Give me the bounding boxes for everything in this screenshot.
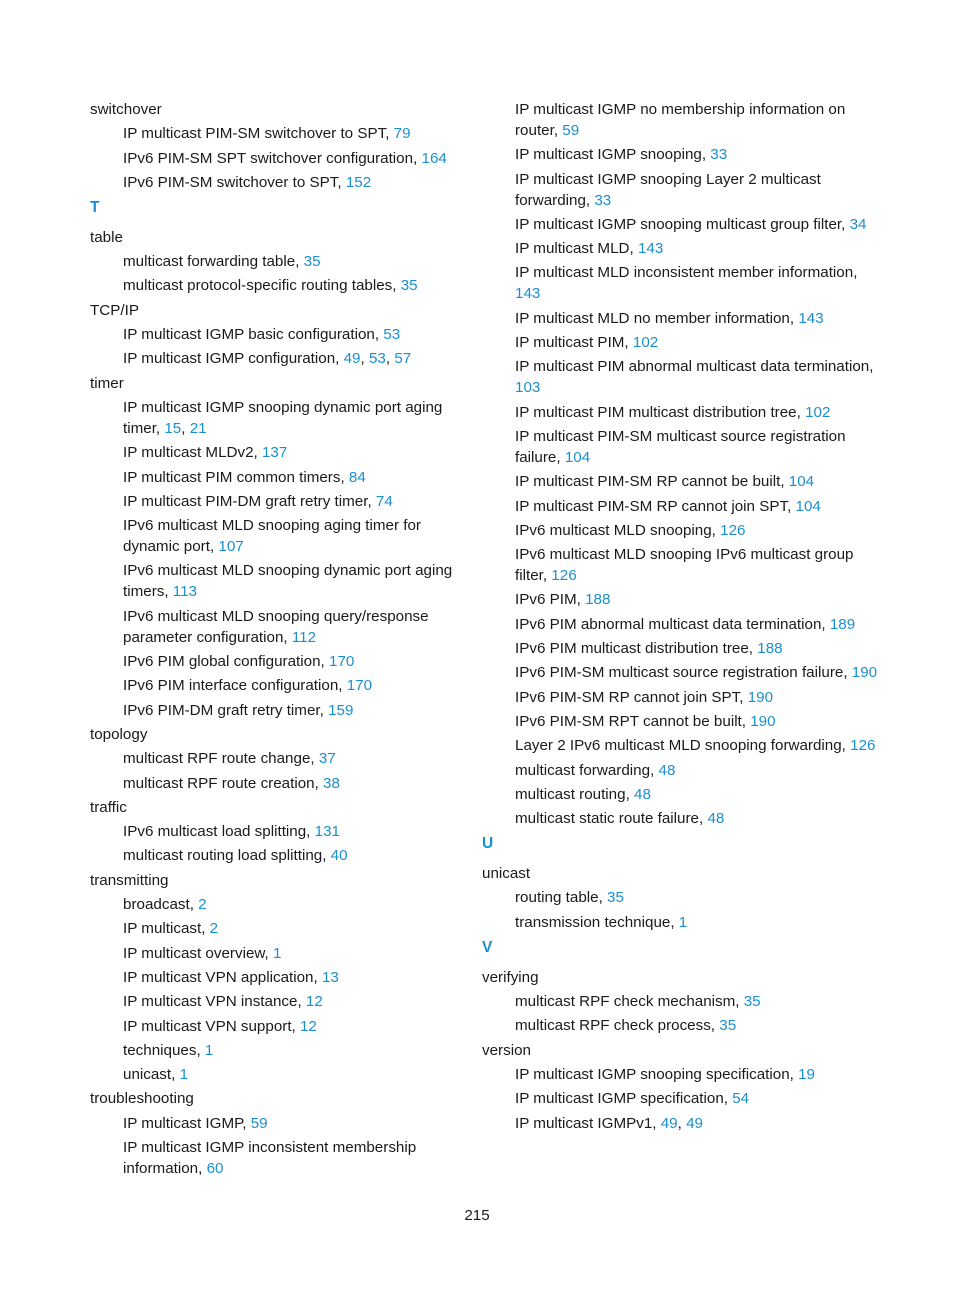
subentry-text: techniques, <box>123 1041 205 1059</box>
index-subentry <box>482 662 882 683</box>
page-link[interactable]: 152 <box>345 173 372 191</box>
page-link[interactable]: 12 <box>305 993 323 1011</box>
subentry-text: IPv6 PIM-SM switchover to SPT, <box>123 173 346 191</box>
subentry-text: IP multicast PIM-SM RP cannot be built, <box>515 473 789 491</box>
index-term: traffic <box>90 798 127 816</box>
page-link[interactable]: 15 <box>164 419 182 437</box>
index-subentry <box>90 943 462 964</box>
subentry-text: IPv6 multicast MLD snooping IPv6 multicast group filter, <box>515 546 854 585</box>
subentry-text: multicast protocol-specific routing tables, <box>123 277 401 295</box>
index-subentry: IP multicast IGMP configuration, 49, 53, 57 <box>123 350 412 368</box>
subentry-text: IP multicast IGMP snooping multicast group filter, <box>515 215 850 233</box>
index-section-letter: U <box>482 835 494 853</box>
page-link[interactable]: 143 <box>637 240 664 258</box>
page-link[interactable]: 2 <box>209 920 219 938</box>
page-link[interactable]: 59 <box>250 1114 268 1132</box>
index-subentry <box>482 711 882 732</box>
page-link[interactable]: 53 <box>368 350 386 368</box>
subentry-text: IPv6 PIM-SM multicast source registration failure, <box>515 664 852 682</box>
index-subentry <box>482 991 882 1012</box>
subentry-text: IPv6 PIM-SM RP cannot join SPT, <box>515 688 748 706</box>
index-subentry <box>482 520 882 541</box>
index-subentry <box>90 821 462 842</box>
index-term: transmitting <box>90 871 169 889</box>
subentry-text: IP multicast IGMP snooping specification, <box>515 1065 799 1083</box>
page-link[interactable]: 170 <box>346 677 373 695</box>
index-subentry <box>482 808 882 829</box>
subentry-text: IP multicast IGMP basic configuration, <box>123 326 384 344</box>
subentry-text: multicast RPF route creation, <box>123 774 324 792</box>
index-subentry <box>90 1016 462 1037</box>
index-subentry <box>90 1064 462 1085</box>
page-link[interactable]: 104 <box>795 497 821 515</box>
subentry-text: IPv6 PIM multicast distribution tree, <box>515 640 758 658</box>
index-subentry <box>90 275 462 296</box>
page-link[interactable]: 126 <box>850 737 876 755</box>
subentry-text: multicast RPF check mechanism, <box>515 993 744 1011</box>
subentry-text: IPv6 PIM-SM SPT switchover configuration, <box>123 149 422 167</box>
page-link[interactable]: 13 <box>321 968 339 986</box>
page-link[interactable]: 84 <box>348 468 366 486</box>
index-subentry <box>90 773 462 794</box>
subentry-text: IPv6 multicast MLD snooping aging timer for dynamic port, <box>123 517 421 556</box>
page-link[interactable]: 79 <box>393 125 411 143</box>
page-link[interactable]: 126 <box>551 567 577 585</box>
index-subentry <box>482 887 882 908</box>
subentry-text: IP multicast IGMPv1, <box>515 1114 661 1132</box>
page-link[interactable]: 12 <box>299 1017 317 1035</box>
index-subentry <box>482 544 882 586</box>
subentry-text: IP multicast PIM-DM graft retry timer, <box>123 492 376 510</box>
subentry-text: IP multicast IGMP snooping dynamic port aging timer, <box>123 398 443 437</box>
subentry-text: multicast forwarding table, <box>123 253 304 271</box>
subentry-text: IP multicast IGMP snooping, <box>515 146 711 164</box>
index-subentry <box>482 760 882 781</box>
page-link[interactable]: 102 <box>632 334 659 352</box>
index-term: topology <box>90 725 148 743</box>
subentry-text: IP multicast overview, <box>123 944 273 962</box>
subentry-text: multicast RPF check process, <box>515 1017 720 1035</box>
page-link[interactable]: 53 <box>383 326 401 344</box>
index-subentry <box>482 426 882 468</box>
index-term: verifying <box>482 968 539 986</box>
index-subentry <box>482 735 882 756</box>
page-link[interactable]: 48 <box>707 810 725 828</box>
page-link[interactable]: 49 <box>660 1114 678 1132</box>
index-subentry <box>482 332 882 353</box>
page-link[interactable]: 35 <box>400 277 418 295</box>
subentry-text: IP multicast PIM-SM multicast source registration failure, <box>515 427 846 466</box>
index-subentry: IP multicast IGMPv1, 49, 49 <box>515 1114 703 1132</box>
page-link[interactable]: 189 <box>829 615 856 633</box>
index-term: version <box>482 1041 531 1059</box>
index-subentry <box>90 845 462 866</box>
page-link[interactable]: 19 <box>798 1065 815 1083</box>
index-column-left <box>90 99 462 1182</box>
subentry-text: IPv6 multicast MLD snooping dynamic port aging timers, <box>123 562 453 601</box>
subentry-text: unicast, <box>123 1066 180 1084</box>
subentry-text: IP multicast PIM abnormal multicast data termination, <box>515 358 874 376</box>
index-subentry <box>90 967 462 988</box>
index-subentry <box>90 1137 462 1179</box>
subentry-text: IPv6 PIM interface configuration, <box>123 677 347 695</box>
page-link[interactable]: 143 <box>798 309 824 327</box>
page-link[interactable]: 40 <box>330 847 348 865</box>
index-term: TCP/IP <box>90 301 139 319</box>
index-subentry <box>90 991 462 1012</box>
page-link[interactable]: 188 <box>585 591 611 609</box>
page-link[interactable]: 159 <box>328 701 354 719</box>
subentry-text: IP multicast PIM-SM switchover to SPT, <box>123 125 394 143</box>
page-link[interactable]: 54 <box>732 1090 750 1108</box>
page-link[interactable]: 33 <box>710 146 728 164</box>
page-link[interactable]: 113 <box>172 583 198 601</box>
index-subentry <box>90 918 462 939</box>
subentry-text: multicast routing load splitting, <box>123 847 331 865</box>
index-subentry <box>482 614 882 635</box>
page-link[interactable]: 112 <box>291 628 317 646</box>
subentry-text: multicast forwarding, <box>515 761 659 779</box>
subentry-text: IP multicast MLD no member information, <box>515 309 799 327</box>
index-subentry <box>90 515 462 557</box>
page-link[interactable]: 131 <box>314 823 340 841</box>
index-subentry <box>482 784 882 805</box>
page-link[interactable]: 74 <box>375 492 393 510</box>
index-section-letter: V <box>482 938 493 956</box>
page-link[interactable]: 49 <box>686 1114 703 1132</box>
index-subentry <box>90 560 462 602</box>
page-link[interactable]: 190 <box>750 712 776 730</box>
index-subentry <box>90 651 462 672</box>
index-term: unicast <box>482 865 531 883</box>
index-subentry <box>90 324 462 345</box>
index-term: timer <box>90 374 124 392</box>
subentry-text: IP multicast MLD inconsistent member information, <box>515 264 858 282</box>
page-link[interactable]: 37 <box>318 750 336 768</box>
page-link[interactable]: 48 <box>634 785 651 803</box>
subentry-text: IP multicast MLDv2, <box>123 444 262 462</box>
index-subentry: IP multicast IGMP snooping dynamic port aging timer, 15, 21 <box>123 398 443 437</box>
subentry-text: IPv6 multicast MLD snooping query/response parameter configuration, <box>123 607 429 646</box>
index-subentry <box>90 1113 462 1134</box>
subentry-text: transmission technique, <box>515 913 679 931</box>
index-term: troubleshooting <box>90 1090 194 1108</box>
subentry-text: IP multicast IGMP inconsistent membership information, <box>123 1138 417 1177</box>
index-subentry <box>90 748 462 769</box>
index-subentry <box>482 356 882 398</box>
index-subentry <box>482 262 882 304</box>
subentry-text: IP multicast, <box>123 920 210 938</box>
index-subentry <box>90 172 462 193</box>
index-subentry <box>482 589 882 610</box>
index-subentry <box>90 491 462 512</box>
page-link[interactable]: 33 <box>594 191 612 209</box>
index-subentry <box>482 402 882 423</box>
page-link[interactable]: 103 <box>515 379 541 397</box>
page-link[interactable]: 104 <box>788 473 815 491</box>
subentry-text: IP multicast IGMP specification, <box>515 1090 733 1108</box>
subentry-text: broadcast, <box>123 896 199 914</box>
index-term: table <box>90 228 123 246</box>
page-link[interactable]: 164 <box>421 149 447 167</box>
index-subentry <box>482 1015 882 1036</box>
page-link[interactable]: 188 <box>757 640 783 658</box>
page-link[interactable]: 35 <box>303 253 321 271</box>
index-subentry <box>482 308 882 329</box>
index-subentry <box>90 894 462 915</box>
page-link[interactable]: 48 <box>658 761 676 779</box>
index-subentry <box>90 251 462 272</box>
index-term: switchover <box>90 101 162 118</box>
page-link[interactable]: 107 <box>218 538 244 556</box>
page-link[interactable]: 59 <box>562 122 580 139</box>
subentry-text: IP multicast IGMP, <box>123 1114 251 1132</box>
index-subentry <box>482 638 882 659</box>
index-subentry <box>90 1040 462 1061</box>
subentry-text: IP multicast IGMP snooping Layer 2 multicast forwarding, <box>515 170 821 209</box>
index-subentry <box>90 442 462 463</box>
index-subentry <box>90 467 462 488</box>
index-subentry <box>482 912 882 933</box>
subentry-text: multicast static route failure, <box>515 810 708 828</box>
subentry-text: Layer 2 IPv6 multicast MLD snooping forwarding, <box>515 737 851 755</box>
page-link[interactable]: 170 <box>329 653 355 671</box>
index-subentry <box>482 99 882 141</box>
index-subentry <box>482 1064 882 1085</box>
index-subentry <box>482 144 882 165</box>
index-subentry <box>90 675 462 696</box>
subentry-text: IPv6 PIM-SM RPT cannot be built, <box>515 712 751 730</box>
subentry-text: IP multicast MLD, <box>515 240 638 258</box>
page-link[interactable]: 35 <box>607 889 624 907</box>
subentry-text: IPv6 multicast MLD snooping, <box>515 521 721 539</box>
subentry-text: multicast RPF route change, <box>123 750 319 768</box>
page-link[interactable]: 1 <box>678 913 688 931</box>
index-column-right <box>482 99 882 1137</box>
page-link[interactable]: 137 <box>261 444 288 462</box>
index-subentry <box>482 1088 882 1109</box>
index-subentry <box>482 496 882 517</box>
subentry-text: routing table, <box>515 889 608 907</box>
subentry-text: IP multicast PIM multicast distribution tree, <box>515 403 806 421</box>
page-link[interactable]: 1 <box>272 944 282 962</box>
page-link[interactable]: 34 <box>849 215 867 233</box>
subentry-text: IP multicast VPN instance, <box>123 993 306 1011</box>
page-link[interactable]: 38 <box>323 774 340 792</box>
index-section-letter: T <box>90 198 100 216</box>
page-link[interactable]: 60 <box>206 1159 224 1177</box>
subentry-text: IPv6 PIM global configuration, <box>123 653 329 671</box>
index-subentry <box>90 606 462 648</box>
page-link[interactable]: 126 <box>720 521 746 539</box>
index-subentry <box>90 123 462 144</box>
page-link[interactable]: 1 <box>179 1066 189 1084</box>
index-subentry <box>482 238 882 259</box>
page-link[interactable]: 21 <box>189 419 207 437</box>
subentry-text: IP multicast VPN support, <box>123 1017 300 1035</box>
index-subentry <box>482 169 882 211</box>
subentry-text: IP multicast VPN application, <box>123 968 322 986</box>
subentry-text: IPv6 PIM, <box>515 591 586 609</box>
page-link[interactable]: 143 <box>515 285 541 303</box>
page-link[interactable]: 2 <box>198 896 207 914</box>
subentry-text: IP multicast IGMP no membership information on router, <box>515 101 846 139</box>
index-subentry <box>90 700 462 721</box>
page-link[interactable]: 190 <box>851 664 878 682</box>
index-subentry <box>90 148 462 169</box>
page-link[interactable]: 35 <box>719 1017 737 1035</box>
index-subentry <box>482 214 882 235</box>
page-link[interactable]: 35 <box>743 993 761 1011</box>
page-link[interactable]: 102 <box>805 403 831 421</box>
index-subentry <box>482 471 882 492</box>
page-link[interactable]: 57 <box>394 350 412 368</box>
subentry-text: IPv6 multicast load splitting, <box>123 823 315 841</box>
page-link[interactable]: 1 <box>204 1041 214 1059</box>
subentry-text: multicast routing, <box>515 785 635 803</box>
page-link[interactable]: 49 <box>343 350 361 368</box>
page-number: 215 <box>464 1207 490 1224</box>
subentry-text: IPv6 PIM-DM graft retry timer, <box>123 701 329 719</box>
subentry-text: IP multicast IGMP configuration, <box>123 350 344 368</box>
subentry-text: IP multicast PIM, <box>515 334 633 352</box>
page-link[interactable]: 104 <box>564 448 591 466</box>
index-subentry <box>482 687 882 708</box>
subentry-text: IPv6 PIM abnormal multicast data termination, <box>515 615 830 633</box>
page-link[interactable]: 190 <box>747 688 774 706</box>
subentry-text: IP multicast PIM-SM RP cannot join SPT, <box>515 497 796 515</box>
subentry-text: IP multicast PIM common timers, <box>123 468 349 486</box>
